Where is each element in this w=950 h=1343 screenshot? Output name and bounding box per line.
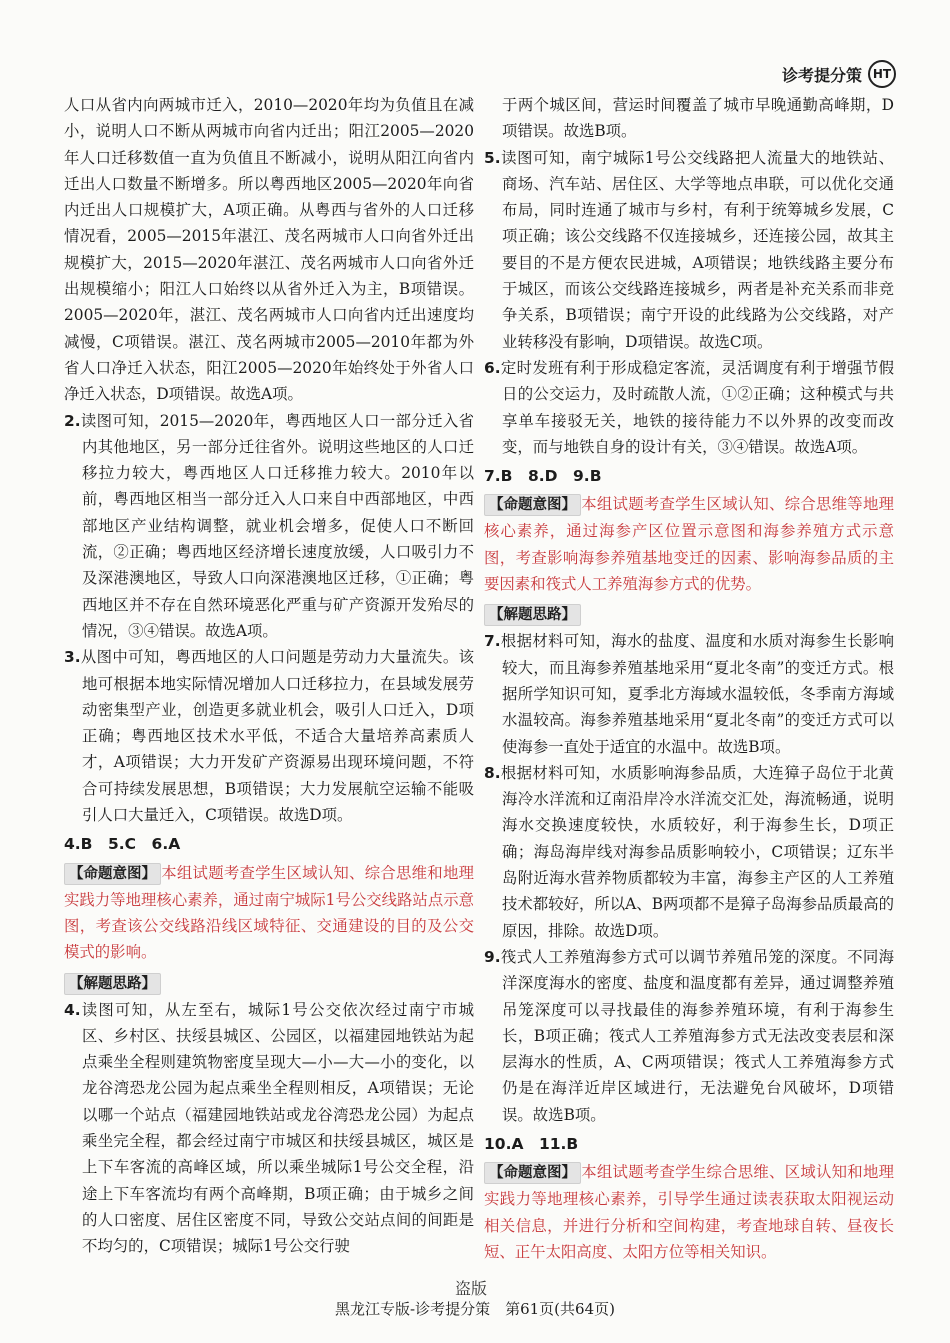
question-6 <box>484 355 894 460</box>
brand-name: 诊考提分策 <box>781 65 862 85</box>
intent-block-3 <box>484 1159 894 1265</box>
question-9-text: 筏式人工养殖海参方式可以调节养殖吊笼的深度。不同海洋深度海水的密度、盐度和温度都有差异，通过调整养殖吊笼深度可以寻找最佳的海参养殖环境，有利于海参生长，B项正确；筏式人工养殖海参方式无法改变表层和深层海水的性质，A、C两项错误；筏式人工养殖海参方式仍是在海洋近岸区域进行，无法避免台风破坏，D项错误。故选B项。 <box>500 947 894 1124</box>
answers-7-9: 7.B 8.D 9.B <box>484 467 602 486</box>
question-7-text: 根据材料可知，海水的盐度、温度和水质对海参生长影响较大，而且海参养殖基地采用“夏北冬南”的变迁方式。根据所学知识可知，夏季北方海域水温较低，冬季南方海域水温较高。海参养殖基地采用“夏北冬南”的变迁方式可以使海参一直处于适宜的水温中。故选B项。 <box>500 632 894 756</box>
question-4 <box>64 997 474 1260</box>
intent-tag: 【命题意图】 <box>484 494 581 516</box>
intent-text: 本组试题考查学生区域认知、综合思维等地理核心素养，通过海参产区位置示意图和海参养殖方式示意图，考查影响海参养殖基地变迁的因素、影响海参品质的主要因素和筏式人工养殖海参方式的优势。 <box>484 495 894 594</box>
brand-header <box>782 60 896 88</box>
question-6-text: 定时发班有利于形成稳定客流，灵活调度有利于增强节假日的公交运力，及时疏散人流，①②正确；这种模式与共享单车接驳无关，地铁的接待能力不以外界的改变而改变，而与地铁自身的设计有关，③④错误。故选A项。 <box>500 358 894 456</box>
page-footer: 黑龙江专版-诊考提分策 第61页(共64页) <box>335 1300 615 1318</box>
answers-4-6: 4.B 5.C 6.A <box>64 835 181 854</box>
question-7 <box>484 628 894 759</box>
question-8-text: 根据材料可知，水质影响海参品质，大连獐子岛位于北黄海冷水洋流和辽南沿岸冷水洋流交汇处，海流畅通，说明海水交换速度较快，水质较好，利于海参生长，D项正确；海岛海岸线对海参品质影响较小，C项错误；辽东半岛附近海水营养物质都较为丰富，海参主产区的人工养殖技术都较好，所以A、B两项都不是獐子岛海参品质最高的原因，排除。故选D项。 <box>500 763 894 940</box>
question-4-text: 读图可知，从左至右，城际1号公交依次经过南宁市城区、乡村区、扶绥县城区、公园区，以福建园地铁站为起点乘坐全程则建筑物密度呈现大—小—大—小的变化，以龙谷湾恐龙公园为起点乘坐全程则相反，A项错误；无论以哪一个站点（福建园地铁站或龙谷湾恐龙公园）为起点乘坐完全程，都会经过南宁市城区和扶绥县城区，城区是上下车客流的高峰区域，所以乘坐城际1号公交全程，沿途上下车客流均有两个高峰期，B项正确；由于城乡之间的人口密度、居住区密度不同，导致公交站点间的间距是不均匀的，C项错误；城际1号公交行驶 <box>80 1000 474 1256</box>
intent-text: 本组试题考查学生区域认知、综合思维和地理实践力等地理核心素养，通过南宁城际1号公交线路站点示意图，考查该公交线路沿线区域特征、交通建设的目的及公交模式的影响。 <box>64 863 474 962</box>
question-2 <box>64 408 474 645</box>
watermark-text: 盗版 <box>455 1279 488 1298</box>
right-column <box>484 92 894 1269</box>
question-9 <box>484 944 894 1128</box>
question-4-continued: 于两个城区间，营运时间覆盖了城市早晚通勤高峰期，D项错误。故选B项。 <box>502 96 894 141</box>
question-9-number: 9. <box>484 947 501 966</box>
intent-text: 本组试题考查学生综合思维、区域认知和地理实践力等地理核心素养，引导学生通过读表获取太阳视运动相关信息，并进行分析和空间构建，考查地球自转、昼夜长短、正午太阳高度、太阳方位等相关知识。 <box>484 1163 894 1261</box>
intent-block-1 <box>64 860 474 966</box>
intent-tag: 【命题意图】 <box>64 863 161 885</box>
answers-10-11: 10.A 11.B <box>484 1134 579 1153</box>
question-5-text: 读图可知，南宁城际1号公交线路把人流量大的地铁站、商场、汽车站、居住区、大学等地点串联，可以优化交通布局，同时连通了城市与乡村，有利于统筹城乡发展，C项正确；该公交线路不仅连接城乡，还连接公园，故其主要目的不是方便农民进城，A项错误；地铁线路主要分布于城区，而该公交线路连接城乡，两者是补充关系而非竞争关系，B项错误；南宁开设的此线路为公交线路，对产业转移没有影响，D项错误。故选C项。 <box>500 148 894 351</box>
question-2-number: 2. <box>64 411 81 430</box>
question-3 <box>64 644 474 828</box>
solve-tag: 【解题思路】 <box>64 973 161 995</box>
intent-tag: 【命题意图】 <box>484 1162 581 1184</box>
question-5-number: 5. <box>484 148 501 167</box>
intent-block-2 <box>484 491 894 597</box>
question-6-number: 6. <box>484 358 501 377</box>
brand-logo-icon: HT <box>868 60 896 88</box>
question-3-text: 从图中可知，粤西地区的人口问题是劳动力大量流失。该地可根据本地实际情况增加人口迁移拉力，在县域发展劳动密集型产业，创造更多就业机会，吸引人口迁入，D项正确；粤西地区技术水平低，不适合大量培养高素质人才，A项错误；大力开发矿产资源易出现环境问题，不符合可持续发展思想，B项错误；大力发展航空运输不能吸引人口大量迁入，C项错误。故选D项。 <box>80 648 474 825</box>
question-2-text: 读图可知，2015—2020年，粤西地区人口一部分迁入省内其他地区，另一部分迁往省外。说明这些地区的人口迁移拉力较大，粤西地区人口迁移推力较大。2010年以前，粤西地区相当一部分迁入人口来自中西部地区，中西部地区产业结构调整，就业机会增多，促使人口不断回流，②正确；粤西地区经济增长速度放缓，人口吸引力不及深港澳地区，导致人口向深港澳地区迁移，①正确；粤西地区并不存在自然环境恶化严重与矿产资源开发殆尽的情况，③④错误。故选A项。 <box>80 411 474 640</box>
question-8 <box>484 760 894 944</box>
question-5 <box>484 145 894 355</box>
solve-tag: 【解题思路】 <box>484 604 581 626</box>
question-3-number: 3. <box>64 648 81 667</box>
question-8-number: 8. <box>484 763 501 782</box>
question-7-number: 7. <box>484 632 501 651</box>
question-4-number: 4. <box>64 1000 81 1019</box>
left-column <box>64 92 474 1259</box>
intro-paragraph: 人口从省内向两城市迁入，2010—2020年均为负值且在减小，说明人口不断从两城市向省内迁出；阳江2005—2020年人口迁移数值一直为负值且不断减小，说明从阳江向省内迁出人口数量不断增多。所以粤西地区2005—2020年向省内迁出人口规模扩大，A项正确。从粤西与省外的人口迁移情况看，2005—2015年湛江、茂名两城市人口向省外迁出规模扩大，2015—2020年湛江、茂名两城市人口向省外迁出规模缩小；阳江人口始终以从省外迁入为主，B项错误。2005—2020年，湛江、茂名两城市人口向省内迁出速度均减慢，C项错误。湛江、茂名两城市2005—2010年都为外省人口净迁入状态，阳江2005—2020年始终处于外省人口净迁入状态，D项错误。故选A项。 <box>64 96 474 404</box>
